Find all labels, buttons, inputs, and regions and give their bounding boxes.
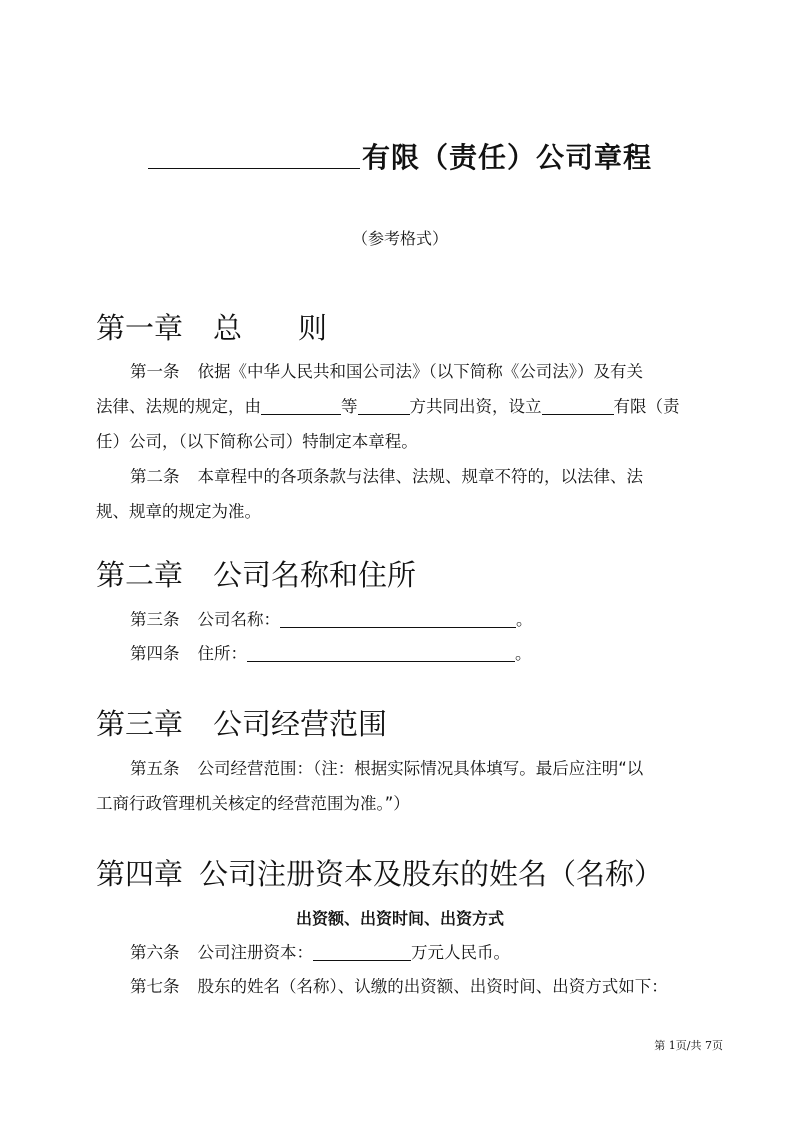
chapter-title: 公司经营范围 xyxy=(213,707,388,741)
chapter-number: 第四章 xyxy=(96,857,184,891)
document-subtitle: （参考格式） xyxy=(351,229,448,248)
company-name-blank xyxy=(148,142,360,169)
article-7 xyxy=(130,973,668,997)
chapter-1-heading xyxy=(96,306,327,347)
chapter-3-heading xyxy=(96,702,387,743)
article-1-line-3: 任）公司，（以下简称公司）特制定本章程。 xyxy=(96,432,418,451)
registered-capital-field xyxy=(313,944,411,961)
article-number: 第一条 xyxy=(130,362,180,381)
article-text: 本章程中的各项条款与法律、法规、规章不符的，以法律、法 xyxy=(197,467,643,486)
article-text: 有限（责 xyxy=(613,397,680,416)
title-text: 有限（责任）公司章程 xyxy=(361,141,652,174)
article-text: 等 xyxy=(341,397,358,416)
page-number: 第 1页/共 7页 xyxy=(654,1039,723,1052)
chapter-number: 第三章 xyxy=(96,707,184,741)
field-label: 住所： xyxy=(197,644,247,663)
article-text: 公司经营范围：（注：根据实际情况具体填写。最后应注明“以 xyxy=(197,759,644,778)
article-text: 股东的姓名（名称）、认缴的出资额、出资时间、出资方式如下： xyxy=(197,977,668,996)
article-number: 第六条 xyxy=(130,943,180,962)
article-2-line-2: 规、规章的规定为准。 xyxy=(96,502,261,521)
chapter-2-heading xyxy=(96,553,416,594)
chapter-title: 公司注册资本及股东的姓名（名称） xyxy=(199,857,664,891)
chapter-number: 第一章 xyxy=(96,311,184,345)
field-label: 公司注册资本： xyxy=(197,943,313,962)
field-label: 公司名称： xyxy=(197,610,280,629)
article-number: 第七条 xyxy=(130,977,180,996)
article-number: 第二条 xyxy=(130,467,180,486)
article-text: 法律、法规的规定，由 xyxy=(96,397,261,416)
address-field xyxy=(247,645,515,662)
document-title xyxy=(0,136,800,176)
fill-blank xyxy=(261,398,341,415)
fill-blank xyxy=(542,398,614,415)
article-2-line-1 xyxy=(130,463,643,487)
article-text: 。 xyxy=(515,644,532,663)
chapter-number: 第二章 xyxy=(96,558,184,592)
article-5-line-2: 工商行政管理机关核定的经营范围为准。”） xyxy=(96,794,410,813)
chapter-title: 公司名称和住所 xyxy=(213,558,417,592)
article-1-line-2 xyxy=(96,393,680,417)
article-number: 第五条 xyxy=(130,759,180,778)
chapter-title-part: 则 xyxy=(298,311,328,345)
article-text: 万元人民币。 xyxy=(411,943,510,962)
article-text: 。 xyxy=(516,610,533,629)
article-number: 第三条 xyxy=(130,610,180,629)
fill-blank xyxy=(358,398,410,415)
article-5-line-1 xyxy=(130,755,643,779)
article-1-line-1 xyxy=(130,358,643,382)
chapter-4-subheading: 出资额、出资时间、出资方式 xyxy=(295,909,504,928)
article-text: 方共同出资，设立 xyxy=(409,397,542,416)
article-4 xyxy=(130,640,532,664)
chapter-title-part: 总 xyxy=(213,311,243,345)
article-3 xyxy=(130,606,533,630)
article-6 xyxy=(130,939,510,963)
company-name-field xyxy=(280,611,516,628)
chapter-4-heading xyxy=(96,852,663,893)
article-number: 第四条 xyxy=(130,644,180,663)
article-text: 依据《中华人民共和国公司法》（以下简称《公司法》）及有关 xyxy=(197,362,643,381)
